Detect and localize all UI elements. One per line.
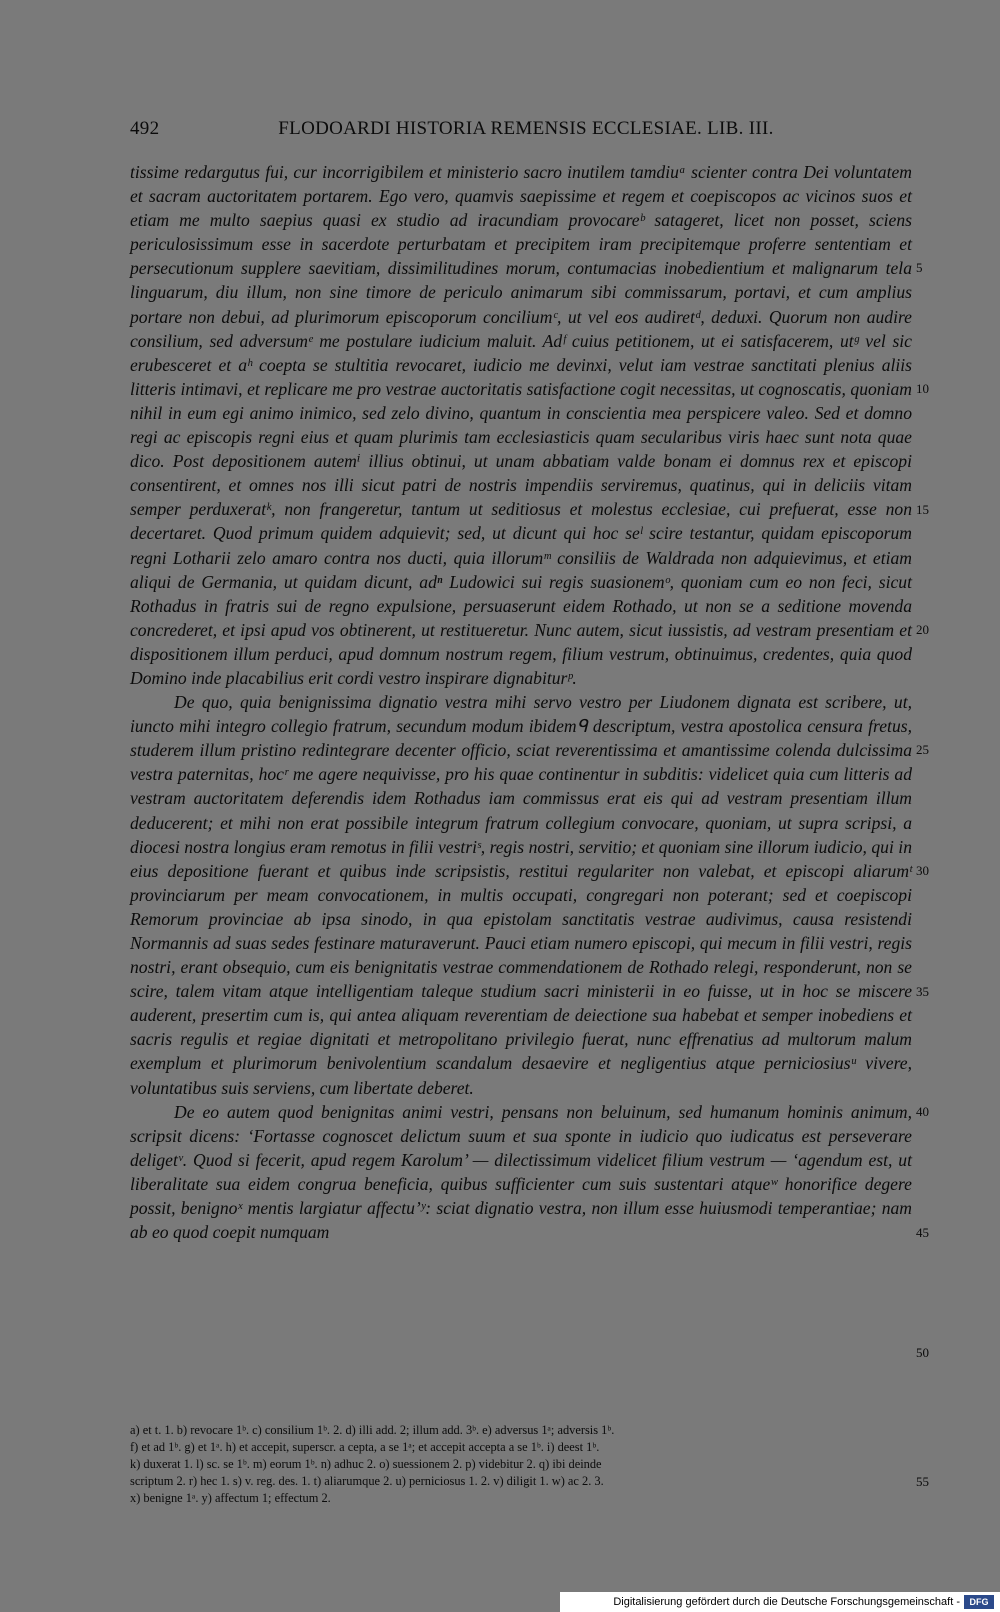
main-text	[130, 160, 912, 1244]
line-number: 35	[916, 984, 929, 999]
footnote-line: a) et t. 1. b) revocare 1ᵇ. c) consilium 1ᵇ. 2. d) illi add. 2; illum add. 3ᵇ. e) adversus 1ᵃ; adversis 1ᵇ.	[130, 1423, 615, 1437]
page-header	[126, 118, 926, 148]
footnote-line: x) benigne 1ᵃ. y) affectum 1; effectum 2.	[130, 1491, 331, 1505]
paragraph-2: De quo, quia benignissima dignatio vestra mihi servo vestro per Liudonem dignata est scribere, ut, iuncto mihi integro collegio fratrum, secundum modum ibidemᑫ descriptum, vestra apostolica censura fretus, studerem illum pristino redintegrare decenter officio, sciat reverentissima et amantissime colenda dulcissima vestra paternitas, hocʳ me agere nequivisse, pro his quae continentur in subditis: videlicet quia cum litteris ad vestram auctoritatem deferendis idem Rothadus iam commissus erat eis qui ad vestram presentiam illum deducerent; et mihi non erat possibile integrum fratrum collegium convocare, quoniam, ut supra scripsi, a diocesi nostra longius eram remotus in filii vestriˢ, regis nostri, servitio; et quoniam sine illorum iudicio, qui in eius depositione fuerant et quibus inde scripsistis, restitui regulariter non valebat, et episcopi aliarumᵗ provinciarum per meam convocationem, in multis occupati, congregari non poterant; sed et coepiscopi Remorum provinciae ab ipsa sinodo, in qua epistolam sanctitatis vestrae audivimus, causa resistendi Normannis ad suas sedes festinare maturaverunt. Pauci etiam numero episcopi, qui mecum in filii vestri, regis nostri, erant obsequio, cum eis benignitatis vestrae commendationem de Rothado relegi, responderunt, non se scire, talem vitam atque intelligentiam taleque studium sacri ministerii in eo fuisse, ut in hoc se miscere auderent, presertim cum is, qui antea aliquam reverentiam de deiectione sua habebat et semper inobediens et sacris regulis et regiae dignitati et metropolitano privilegio fuerat, nunc effrenatius ad multorum malum exemplum et plurimorum benivolentium scandalum desaevire et negligentius atque perniciosiusᵘ vivere, voluntatibus suis serviens, cum libertate deberet.	[130, 692, 912, 1098]
line-number: 40	[916, 1104, 929, 1119]
line-number-margin	[916, 0, 956, 1612]
running-title: FLODOARDI HISTORIA REMENSIS ECCLESIAE. LIB. III.	[278, 118, 774, 139]
dfg-logo: DFG	[964, 1595, 994, 1609]
line-number: 5	[916, 260, 923, 275]
line-number: 25	[916, 742, 929, 757]
line-number: 50	[916, 1345, 929, 1360]
footnote-line: f) et ad 1ᵇ. g) et 1ᵃ. h) et accepit, superscr. a cepta, a se 1ᵃ; et accepit accepta a se 1ᵇ. i) deest 1ᵇ.	[130, 1440, 600, 1454]
paragraph-1: tissime redargutus fui, cur incorrigibilem et ministerio sacro inutilem tamdiuᵃ scienter contra Dei voluntatem et sacram auctoritatem portarem. Ego vero, quamvis saepissime et regem et coepiscopos ac vicinos suos et etiam me multo saepius quasi ex studio ad iracundiam provocareᵇ satageret, licet non posset, sciens periculosissimum esse in sacerdote perturbatam et precipitem iram precipitemque proferre sententiam et persecutionum supplere saevitiam, dissimilitudines morum, contumacias inobedientium et malignarum tela linguarum, diu illum, non sine timore de periculo animarum sibi commissarum, portavi, et cum amplius portare non debui, ad plurimorum episcoporum conciliumᶜ, ut vel eos audiretᵈ, deduxi. Quorum non audire consilium, sed adversumᵉ me postulare iudicium maluit. Adᶠ cuius petitionem, ut ei satisfacerem, utᵍ vel sic erubesceret et aʰ coepta se stultitia revocaret, iudicio me devinxi, velut iam vestrae sanctitati plenius aliis litteris intimavi, et replicare me pro vestrae auctoritatis satisfactione cogit necessitas, ut cognoscatis, quoniam nihil in eum egi animo inimico, sed zelo divino, quantum in conscientia mea perspicere valeo. Sed et domno regi ac episcopis regni eius et quam plurimis tam ecclesiasticis quam secularibus viris haec sunt nota quae dico. Post depositionem autemⁱ illius obtinui, ut unam abbatiam valde bonam ei domnus rex et episcopi consentirent, et omnes nos illi sicut patri de nostris impendiis serviremus, quatinus, qui in deliciis vitam semper perduxeratᵏ, non frangeretur, tantum ut seditiosus et molestus ecclesiae, cui prefuerat, esse non decertaret. Quod primum quidem adquievit; sed, ut dicunt qui hoc seˡ scire testantur, quidam episcoporum regni Lotharii zelo amaro contra nos ducti, quia illorumᵐ consiliis de Waldrada non adquievimus, et etiam aliqui de Germania, ut quidam dicunt, adⁿ Ludowici sui regis suasionemᵒ, quoniam cum eo non feci, sicut Rothadus in fratris sui de regno expulsione, persuaserunt eidem Rothado, ut non se a seditione movenda concrederet, et ipsi apud vos obtinerent, ut restitueretur. Nunc autem, sicut iussistis, ad vestram presentiam et dispositionem illum perduci, apud domnum nostrum regem, filium vestrum, obtinuimus, credentes, quia quod Domino inde placabilius erit cordi vestro inspirare dignabiturᵖ.	[130, 162, 912, 688]
credit-text: Digitalisierung gefördert durch die Deutsche Forschungsgemeinschaft -	[613, 1596, 960, 1608]
footnotes	[130, 1422, 930, 1507]
digitization-credit	[560, 1592, 1000, 1612]
line-number: 15	[916, 502, 929, 517]
paragraph-3: De eo autem quod benignitas animi vestri, pensans non beluinum, sed humanum hominis animum, scripsit dicens: ‘Fortasse cognoscet delictum suum et sua sponte in iudicio quo iudicatus est perseverare deligetᵛ. Quod si fecerit, apud regem Karolum’ — dilectissimum videlicet filium vestrum — ‘agendum est, ut liberalitate sua eidem congrua beneficia, quibus sufficienter cum suis sustentari atqueʷ honorifice degere possit, benignoˣ mentis largiatur affectu’ʸ: sciat dignatio vestra, non illum esse huiusmodi temperantiae; nam ab eo quod coepit numquam	[130, 1101, 912, 1243]
page-number: 492	[130, 118, 160, 139]
footnote-line: k) duxerat 1. l) sc. se 1ᵇ. m) eorum 1ᵇ. n) adhuc 2. o) suessionem 2. p) videbitur 2. q) ibi deinde	[130, 1457, 602, 1471]
line-number: 20	[916, 622, 929, 637]
line-number: 55	[916, 1474, 929, 1489]
line-number: 30	[916, 863, 929, 878]
line-number: 45	[916, 1225, 929, 1240]
line-number: 10	[916, 381, 929, 396]
footnote-line: scriptum 2. r) hec 1. s) v. reg. des. 1. t) aliarumque 2. u) perniciosus 1. 2. v) diligit 1. w) ac 2. 3.	[130, 1474, 604, 1488]
